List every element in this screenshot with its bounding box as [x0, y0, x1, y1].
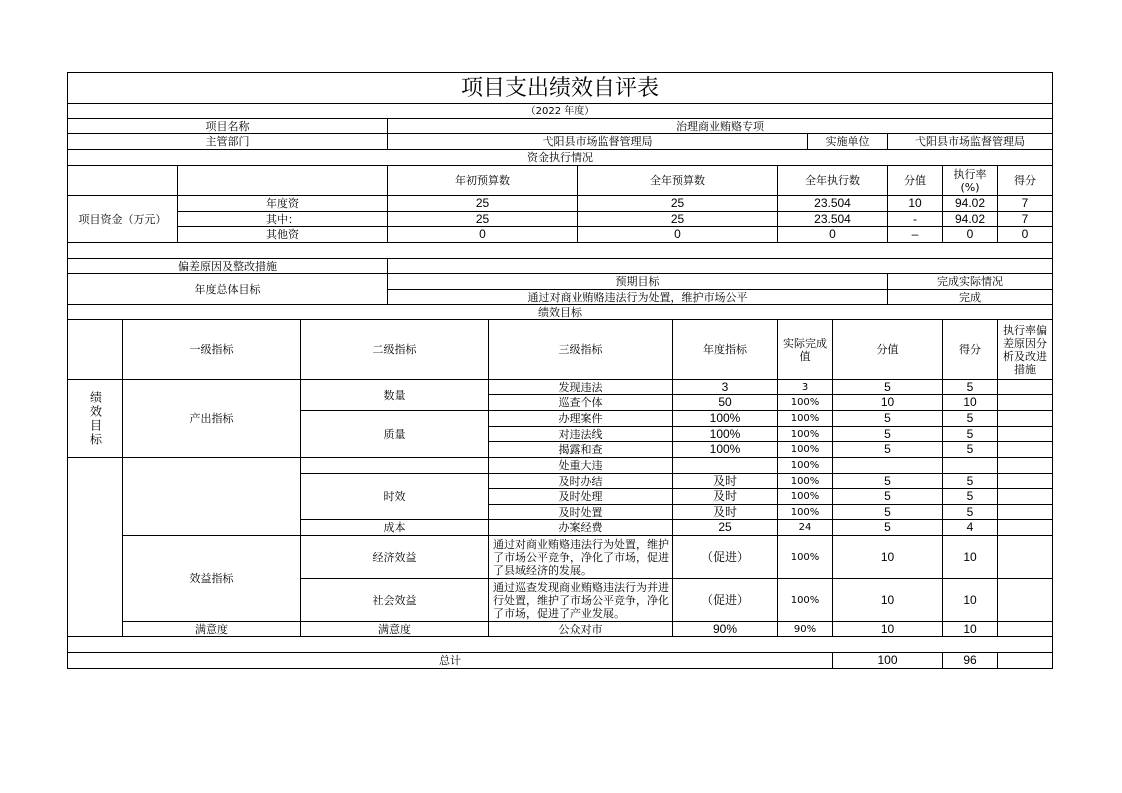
indicator-score-value: 10 — [832, 394, 943, 411]
level3-indicator: 及时处理 — [488, 488, 673, 505]
actual-value: 90% — [777, 621, 833, 637]
header-full-budget: 全年预算数 — [577, 165, 778, 196]
timeliness-label: 时效 — [300, 473, 489, 520]
actual-value: 100% — [777, 504, 833, 520]
indicator-score-value: 5 — [832, 488, 943, 505]
header-rate: 执行率(%) — [942, 165, 998, 196]
blank-cell — [177, 165, 388, 196]
fund-initial: 0 — [387, 226, 578, 243]
deviation-note — [997, 535, 1053, 579]
fund-initial: 25 — [387, 211, 578, 227]
header-perf-score-value: 分值 — [832, 319, 943, 380]
blank-cell — [300, 457, 489, 474]
deviation-note — [997, 519, 1053, 536]
indicator-score: 5 — [942, 488, 998, 505]
level3-indicator: 公众对市 — [488, 621, 673, 637]
total-blank — [997, 652, 1053, 669]
quality-label: 质量 — [300, 410, 489, 458]
actual-value: 100% — [777, 426, 833, 442]
indicator-score-value: 10 — [832, 621, 943, 637]
satisfaction-l1-label: 满意度 — [122, 621, 301, 637]
annual-target: 100% — [672, 441, 778, 458]
annual-target: （促进） — [672, 535, 778, 579]
indicator-score: 10 — [942, 578, 998, 622]
indicator-score: 10 — [942, 394, 998, 411]
annual-target: 50 — [672, 394, 778, 411]
indicator-score-value: 5 — [832, 410, 943, 427]
total-label: 总计 — [67, 652, 833, 669]
header-score-value: 分值 — [887, 165, 943, 196]
level3-indicator: 对违法线 — [488, 426, 673, 442]
actual-value: 100% — [777, 535, 833, 579]
level3-indicator: 通过对商业贿赂违法行为处置，维护了市场公平竞争，净化了市场，促进了县域经济的发展。 — [488, 535, 673, 579]
actual-value: 100% — [777, 578, 833, 622]
indicator-score: 4 — [942, 519, 998, 536]
header-executed: 全年执行数 — [777, 165, 888, 196]
fund-executed: 23.504 — [777, 211, 888, 227]
project-name-label: 项目名称 — [67, 118, 388, 134]
level3-indicator: 通过巡查发现商业贿赂违法行为并进行处置，维护了市场公平竞争，净化了市场，促进了产业发展。 — [488, 578, 673, 622]
deviation-note — [997, 504, 1053, 520]
deviation-note — [997, 621, 1053, 637]
header-deviation: 执行率偏差原因分析及改进措施 — [997, 319, 1053, 380]
indicator-score: 5 — [942, 473, 998, 489]
actual-value: 100% — [777, 410, 833, 427]
actual-completion-value: 完成 — [887, 289, 1053, 305]
deviation-note — [997, 473, 1053, 489]
annual-target: 90% — [672, 621, 778, 637]
blank-cell — [67, 457, 123, 637]
deviation-note — [997, 441, 1053, 458]
deviation-value — [387, 258, 1053, 274]
annual-target — [672, 457, 778, 474]
header-level2: 二级指标 — [300, 319, 489, 380]
funds-side-label: 项目资金（万元） — [67, 195, 178, 243]
satisfaction-l2-label: 满意度 — [300, 621, 489, 637]
blank-row — [67, 636, 1053, 653]
indicator-score-value: 5 — [832, 473, 943, 489]
fund-score-value: 10 — [887, 195, 943, 212]
indicator-score-value: 5 — [832, 519, 943, 536]
perf-side-label: 绩效目标 — [67, 379, 123, 458]
fund-rate: 94.02 — [942, 211, 998, 227]
output-indicator-label: 产出指标 — [122, 379, 301, 458]
actual-value: 100% — [777, 488, 833, 505]
header-perf-score: 得分 — [942, 319, 998, 380]
fund-score-value: – — [887, 226, 943, 243]
expected-goal-label: 预期目标 — [387, 273, 888, 290]
year-label: （2022 年度） — [67, 103, 1053, 119]
indicator-score-value — [832, 457, 943, 474]
fund-full: 25 — [577, 211, 778, 227]
deviation-note — [997, 379, 1053, 395]
blank-row — [67, 242, 1053, 259]
actual-value: 100% — [777, 441, 833, 458]
deviation-note — [997, 410, 1053, 427]
indicator-score-value: 5 — [832, 441, 943, 458]
sheet-title: 项目支出绩效自评表 — [67, 72, 1053, 104]
indicator-score-value: 5 — [832, 426, 943, 442]
level3-indicator: 巡查个体 — [488, 394, 673, 411]
indicator-score: 10 — [942, 535, 998, 579]
fund-rate: 0 — [942, 226, 998, 243]
social-benefit-label: 社会效益 — [300, 578, 489, 622]
total-score: 96 — [942, 652, 998, 669]
annual-target: 100% — [672, 426, 778, 442]
indicator-score — [942, 457, 998, 474]
indicator-score: 5 — [942, 441, 998, 458]
actual-value: 3 — [777, 379, 833, 395]
indicator-score: 5 — [942, 379, 998, 395]
level3-indicator: 办理案件 — [488, 410, 673, 427]
fund-score: 7 — [997, 195, 1053, 212]
fund-full: 0 — [577, 226, 778, 243]
indicator-score-value: 10 — [832, 535, 943, 579]
annual-target: 3 — [672, 379, 778, 395]
deviation-note — [997, 394, 1053, 411]
fund-row-label: 其他资 — [177, 226, 388, 243]
blank-cell — [122, 457, 301, 536]
funds-section-label: 资金执行情况 — [67, 149, 1053, 166]
unit-value: 弋阳县市场监督管理局 — [887, 133, 1053, 150]
header-initial-budget: 年初预算数 — [387, 165, 578, 196]
dept-value: 弋阳县市场监督管理局 — [387, 133, 808, 150]
fund-score: 0 — [997, 226, 1053, 243]
actual-completion-label: 完成实际情况 — [887, 273, 1053, 290]
dept-label: 主管部门 — [67, 133, 388, 150]
header-level3: 三级指标 — [488, 319, 673, 380]
deviation-note — [997, 426, 1053, 442]
annual-target: 25 — [672, 519, 778, 536]
level3-indicator: 及时处置 — [488, 504, 673, 520]
quantity-label: 数量 — [300, 379, 489, 411]
indicator-score-value: 10 — [832, 578, 943, 622]
indicator-score-value: 5 — [832, 379, 943, 395]
indicator-score-value: 5 — [832, 504, 943, 520]
indicator-score: 5 — [942, 504, 998, 520]
level3-indicator: 处重大违 — [488, 457, 673, 474]
deviation-note — [997, 457, 1053, 474]
header-score: 得分 — [997, 165, 1053, 196]
fund-rate: 94.02 — [942, 195, 998, 212]
project-name-value: 治理商业贿赂专项 — [387, 118, 1053, 134]
header-actual: 实际完成值 — [777, 319, 833, 380]
level3-indicator: 发现违法 — [488, 379, 673, 395]
indicator-score: 10 — [942, 621, 998, 637]
annual-target: 100% — [672, 410, 778, 427]
fund-row-label: 其中： — [177, 211, 388, 227]
fund-score-value: - — [887, 211, 943, 227]
fund-initial: 25 — [387, 195, 578, 212]
fund-row-label: 年度资 — [177, 195, 388, 212]
annual-target: 及时 — [672, 504, 778, 520]
total-score-value: 100 — [832, 652, 943, 669]
actual-value: 100% — [777, 394, 833, 411]
header-level1: 一级指标 — [122, 319, 301, 380]
annual-target: 及时 — [672, 488, 778, 505]
fund-executed: 23.504 — [777, 195, 888, 212]
annual-target: 及时 — [672, 473, 778, 489]
deviation-note — [997, 488, 1053, 505]
fund-full: 25 — [577, 195, 778, 212]
economic-benefit-label: 经济效益 — [300, 535, 489, 579]
annual-goal-label: 年度总体目标 — [67, 273, 388, 305]
actual-value: 24 — [777, 519, 833, 536]
fund-score: 7 — [997, 211, 1053, 227]
perf-section-label: 绩效目标 — [67, 304, 1053, 320]
fund-executed: 0 — [777, 226, 888, 243]
level3-indicator: 及时办结 — [488, 473, 673, 489]
blank-cell — [67, 319, 123, 380]
blank-cell — [67, 165, 178, 196]
actual-value: 100% — [777, 457, 833, 474]
level3-indicator: 办案经费 — [488, 519, 673, 536]
expected-goal-value: 通过对商业贿赂违法行为处置，维护市场公平 — [387, 289, 888, 305]
annual-target: （促进） — [672, 578, 778, 622]
indicator-score: 5 — [942, 410, 998, 427]
unit-label: 实施单位 — [807, 133, 888, 150]
benefit-indicator-label: 效益指标 — [122, 535, 301, 622]
actual-value: 100% — [777, 473, 833, 489]
indicator-score: 5 — [942, 426, 998, 442]
deviation-label: 偏差原因及整改措施 — [67, 258, 388, 274]
deviation-note — [997, 578, 1053, 622]
cost-label: 成本 — [300, 519, 489, 536]
level3-indicator: 揭露和查 — [488, 441, 673, 458]
header-annual: 年度指标 — [672, 319, 778, 380]
